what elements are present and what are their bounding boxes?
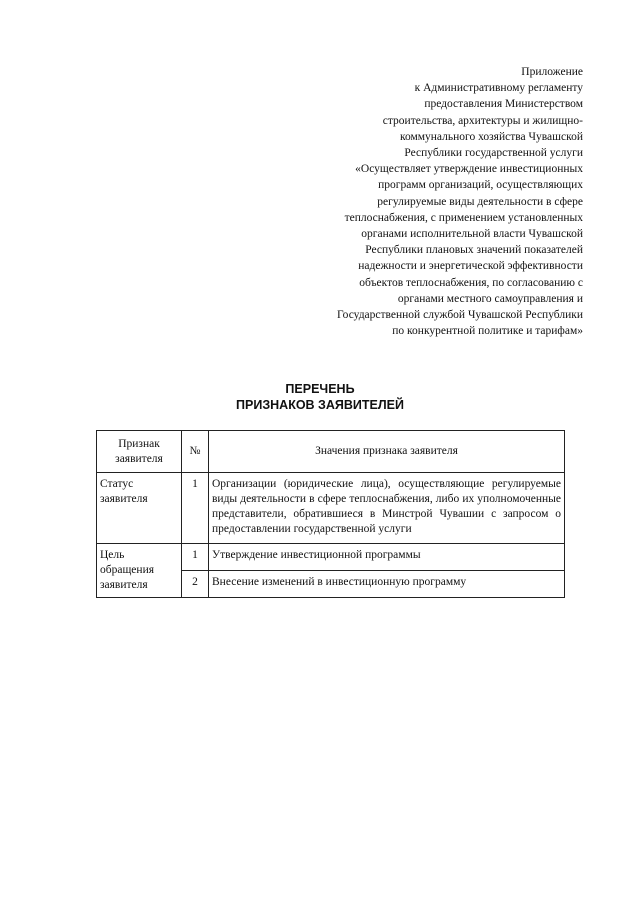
table-row xyxy=(97,473,565,544)
appendix-line: надежности и энергетической эффективности xyxy=(358,260,583,273)
document-heading xyxy=(0,381,640,413)
value-cell: Утверждение инвестиционной программы xyxy=(209,544,565,571)
header-attribute: Признак заявителя xyxy=(97,431,182,473)
appendix-line: программ организаций, осуществляющих xyxy=(378,179,583,192)
appendix-line: к Административному регламенту xyxy=(414,82,583,95)
table-header-row xyxy=(97,431,565,473)
appendix-line: «Осуществляет утверждение инвестиционных xyxy=(355,163,583,176)
applicant-attributes-table xyxy=(96,430,565,598)
table-row xyxy=(97,544,565,571)
attribute-cell: Статус заявителя xyxy=(97,473,182,544)
appendix-line: по конкурентной политике и тарифам» xyxy=(392,325,583,338)
number-cell: 1 xyxy=(182,544,209,571)
appendix-line: органами исполнительной власти Чувашской xyxy=(361,228,583,241)
appendix-line: Республики государственной услуги xyxy=(404,147,583,160)
number-cell: 1 xyxy=(182,473,209,544)
appendix-line: строительства, архитектуры и жилищно- xyxy=(382,114,583,127)
attribute-cell: Цель обращения заявителя xyxy=(97,544,182,598)
appendix-line: коммунального хозяйства Чувашской xyxy=(399,130,583,143)
appendix-line: теплоснабжения, с применением установленных xyxy=(344,211,583,224)
appendix-block xyxy=(283,64,583,339)
appendix-line: объектов теплоснабжения, по согласованию с xyxy=(359,276,583,289)
heading-line-2: ПРИЗНАКОВ ЗАЯВИТЕЛЕЙ xyxy=(236,398,404,412)
value-cell: Внесение изменений в инвестиционную программу xyxy=(209,571,565,598)
appendix-line: Государственной службой Чувашской Республики xyxy=(337,309,583,322)
heading-line-1: ПЕРЕЧЕНЬ xyxy=(285,382,355,396)
header-number: № xyxy=(182,431,209,473)
appendix-line: органами местного самоуправления и xyxy=(397,292,583,305)
value-cell: Организации (юридические лица), осуществляющие регулируемые виды деятельности в сфере теплоснабжения, либо их уполномоченные представители, обратившиеся в Минстрой Чувашии с запросом о предоставлении государственной услуги xyxy=(209,473,565,544)
appendix-line: Приложение xyxy=(521,66,583,78)
appendix-line: регулируемые виды деятельности в сфере xyxy=(377,195,583,208)
header-values: Значения признака заявителя xyxy=(209,431,565,473)
appendix-line: предоставления Министерством xyxy=(424,98,583,111)
number-cell: 2 xyxy=(182,571,209,598)
appendix-line: Республики плановых значений показателей xyxy=(365,244,583,257)
